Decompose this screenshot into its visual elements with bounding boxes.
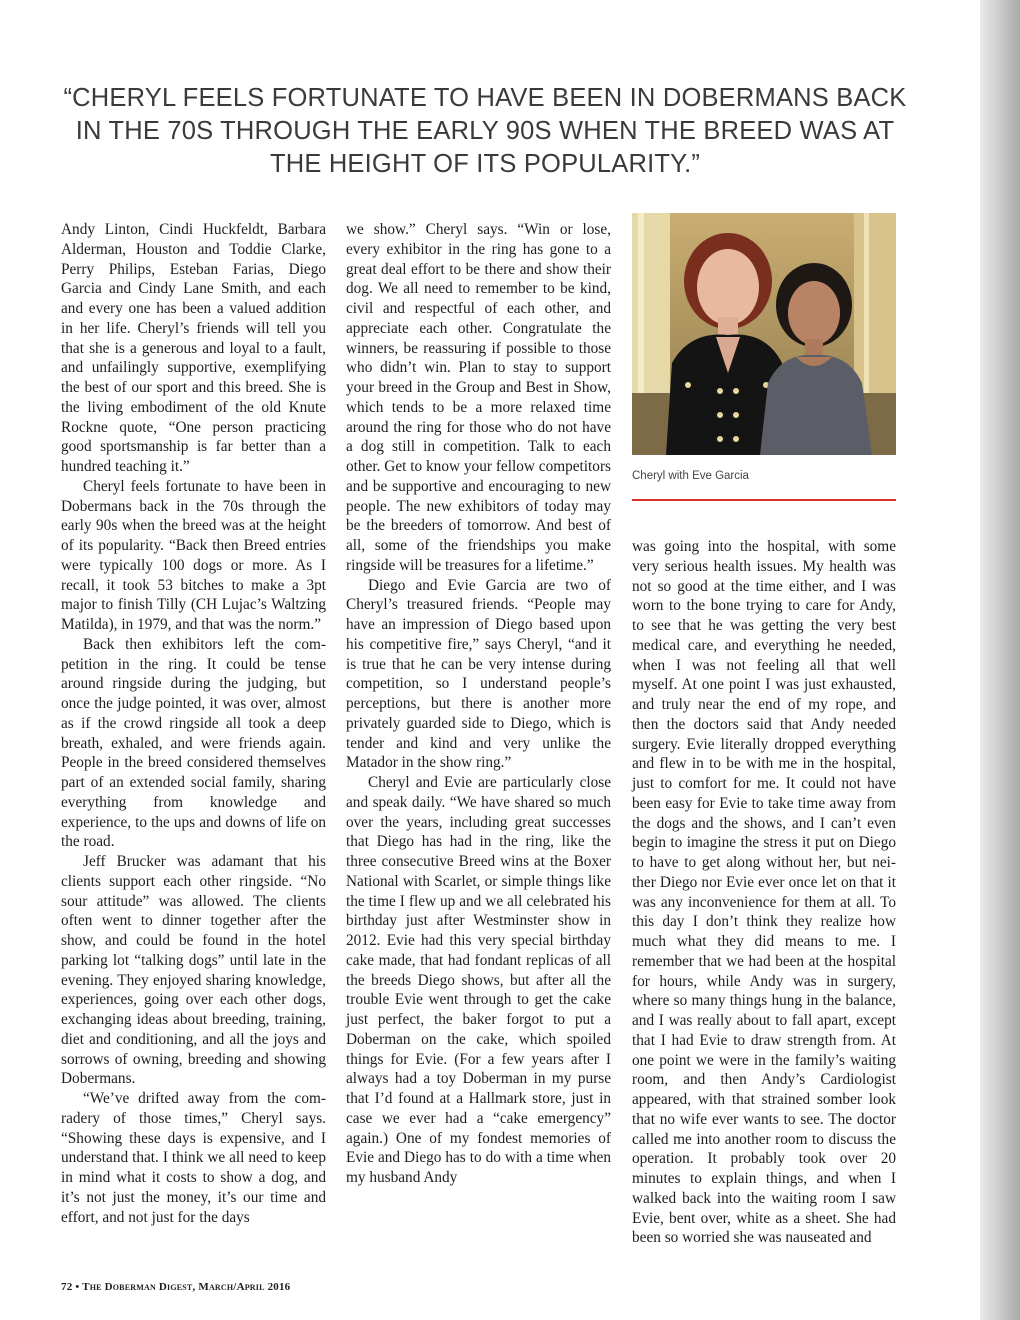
photo-caption: Cheryl with Eve Garcia [632,470,749,482]
paragraph: we show.” Cheryl says. “Win or lose, every exhibitor in the ring has gone to a great deal effort to be there and show their dog. We all need to remember to be kind, civil and respectful of each other, and appreciate each other. Congratulate the winners, be reassuring if possible to those who didn’t win. Plan to stay to support your breed in the Group and Best in Show, which tends to be a more relaxed time around the ring for those who do not have a dog still in competition. Talk to each other. Get to know your fellow competitors and be supportive and encouraging to new people. The new exhibitors of today may be the breeders of tomorrow. And best of all, some of the friendships you make ringside will be treasures for a lifetime.” [346,221,611,574]
page-edge-shadow [980,0,1020,1320]
caption-divider [632,499,896,501]
pull-quote: “CHERYL FEELS FORTUNATE TO HAVE BEEN IN DOBERMANS BACK IN THE 70S THROUGH THE EARLY 90S WHEN THE BREED WAS AT THE HEIGHT OF ITS POPULARITY.” [63,84,907,178]
paragraph: Back then exhibitors left the competition in the ring. It could be tense around ringside during the judging, but once the judge pointed, it was over, almost as if the crowd ringside all took a deep breath, exhaled, and were friends again. People in the breed considered themselves part of an extended social family, sharing everything from knowledge and experience, to the ups and downs of life on the road. [61,635,326,851]
paragraph: Diego and Evie Garcia are two of Cheryl’s treasured friends. “People may have an impression of Diego based upon his competitive fire,” says Cheryl, “and it is true that he can be very intense during competition, so I understand people’s perceptions, but there is another more privately guarded side to Diego, which is tender and kind and very unlike the Matador in the show ring.” [346,576,611,772]
text-column-2 [346,220,611,1188]
text-column-3 [632,537,896,1248]
paragraph: Jeff Brucker was adamant that his clients support each other ringside. “No sour attitude” was allowed. The clients often went to dinner together after the show, and could be found in the hotel parking lot “talking dogs” until late in the evening. They enjoyed sharing knowledge, experiences, going over each other dogs, exchanging ideas about breeding, training, diet and conditioning, and all the joys and sorrows of owning, breeding and showing Dobermans. [61,853,326,1088]
paragraph: was going into the hospital, with some very serious health issues. My health was not so good at the time either, and I was worn to the bone trying to care for Andy, to see that he was getting the very best medical care, and everything he needed, when I was not feeling all that well myself. At one point I was just exhausted, and truly near the end of my rope, and then the doctors said that Andy needed surgery. Evie literally dropped everything and flew in to be with me in the hospital, just to comfort for me. It could not have been easy for Evie to take time away from the dogs and the shows, and I can’t even begin to imagine the stress it put on Diego to have to get along without her, but neither Diego nor Evie ever once let on that it was any inconvenience for them at all. To this day I don’t think they realize how much what they did means to me. I remember that we had been at the hospital for hours, while Andy was in surgery, where so many things hung in the balance, and I was really about to fall apart, except that I had Evie to draw strength from. At one point we were in the family’s waiting room, and then Andy’s Cardiologist appeared, with that strained somber look that no wife ever wants to see. The doctor called me into another room to discuss the operation. It probably took over 20 minutes to explain things, and when I walked back into the waiting room I saw Evie, bent over, white as a sheet. She had been so worried she was nauseated and [632,538,896,1247]
photo-cheryl-with-eve-garcia [632,213,896,455]
paragraph: “We’ve drifted away from the comradery of those times,” Cheryl says. “Showing these days is expensive, and I understand that. I think we all need to keep in mind what it costs to show a dog, and it’s not just the money, it’s our time and effort, and not just for the days [61,1090,326,1226]
paragraph: Andy Linton, Cindi Huckfeldt, Barbara Alderman, Houston and Toddie Clarke, Perry Philips, Esteban Farias, Diego Garcia and Cindy Lane Smith, and each and every one has been a valued addition in her life. Cheryl’s friends will tell you that she is a generous and loyal to a fault, and unfailingly supportive, exemplifying the best of our sport and this breed. She is the living embodiment of the old Knute Rockne quote, “One person practicing good sportsmanship is far better than a hundred teaching it.” [61,221,326,475]
text-column-1 [61,220,326,1227]
paragraph: Cheryl and Evie are particularly close and speak daily. “We have shared so much over the years, including great successes that Diego has had in the ring, like the three consecutive Breed wins at the Boxer National with Scarlet, or simple things like the time I flew up and we all celebrated his birthday just after Westminster show in 2012. Evie had this very special birthday cake made, that had fondant replicas of all the breeds Diego shows, but after all the trouble Evie went through to get the cake just perfect, the baker forgot to put a Doberman on the cake, which spoiled things for Evie. (For a few years after I always had a toy Doberman in my purse that I’d found at a Hallmark store, just in case we ever had a “cake emergency” again.) One of my fondest memories of Evie and Diego has to do with a time when my husband Andy [346,774,611,1186]
paragraph: Cheryl feels fortunate to have been in Dobermans back in the 70s through the early 90s when the breed was at the height of its popularity. “Back then Breed entries were typically 100 dogs or more. As I recall, it took 53 bitches to make a 3pt major to finish Tilly (CH Lujac’s Waltzing Matilda), in 1979, and that was the norm.” [61,477,326,633]
page-folio: 72 • The Doberman Digest, March/April 2016 [61,1281,291,1293]
